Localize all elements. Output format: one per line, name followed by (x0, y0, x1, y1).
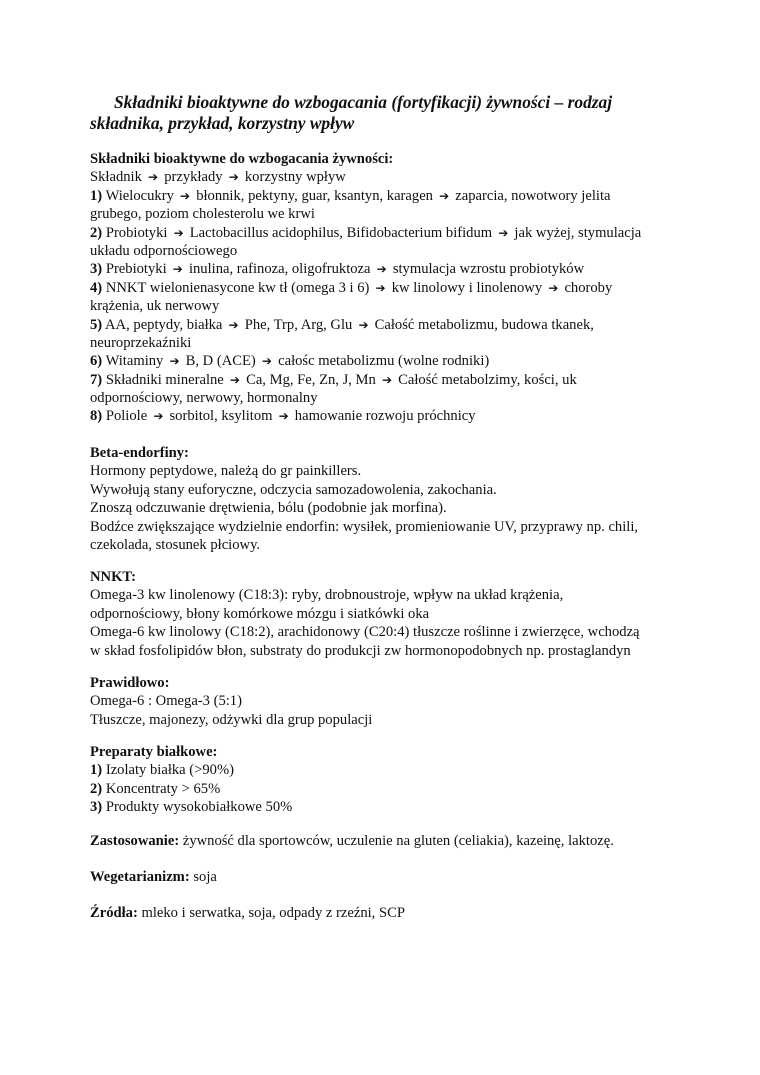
item-effect: jak wyżej, stymulacja (514, 224, 642, 241)
arrow-icon: ➔ (498, 225, 509, 240)
item-continuation: grubego, poziom cholesterolu we krwi (90, 206, 315, 223)
item-number: 2) (90, 780, 103, 797)
section-heading: Prawidłowo: (90, 675, 170, 691)
item-continuation: układu odpornościowego (90, 242, 238, 259)
item-effect: choroby (564, 279, 613, 296)
item-example: B, D (ACE) (185, 353, 256, 370)
list-item (90, 316, 690, 334)
item-text: Koncentraty > 65% (105, 780, 221, 797)
arrow-icon: ➔ (228, 170, 239, 185)
text-line (90, 904, 690, 922)
section-bioactive-components (90, 150, 690, 426)
text-line: czekolada, stosunek płciowy. (90, 536, 261, 553)
list-item (90, 780, 690, 798)
list-item (90, 371, 690, 389)
list-item (90, 187, 690, 205)
inline-label: Zastosowanie: (90, 833, 180, 849)
inline-label: Źródła: (90, 905, 138, 921)
item-name: NNKT wielonienasycone kw tł (omega 3 i 6) (105, 279, 370, 296)
inline-text: mleko i serwatka, soja, odpady z rzeźni, SCP (141, 905, 405, 921)
item-name: Składniki mineralne (105, 371, 224, 388)
item-effect: stymulacja wzrostu probiotyków (392, 261, 585, 278)
section-application (90, 832, 690, 850)
legend-component: Składnik (90, 169, 142, 186)
section-heading: NNKT: (90, 569, 136, 585)
arrow-icon: ➔ (278, 409, 289, 424)
item-example: błonnik, pektyny, guar, ksantyn, karagen (196, 187, 433, 204)
item-effect: całośc metabolizmu (wolne rodniki) (278, 353, 490, 370)
arrow-icon: ➔ (148, 170, 159, 185)
item-example: inulina, rafinoza, oligofruktoza (188, 261, 371, 278)
item-name: Poliole (105, 408, 148, 425)
text-line: Hormony peptydowe, należą do gr painkillers. (90, 463, 362, 480)
text-line: Bodźce zwiększające wydzielnie endorfin: wysiłek, promieniowanie UV, przyprawy np. chili, (90, 518, 639, 535)
section-heading: Składniki bioaktywne do wzbogacania żywności: (90, 151, 394, 167)
title-line-1: Składniki bioaktywne do wzbogacania (fortyfikacji) żywności – rodzaj (114, 92, 613, 112)
item-number: 7) (90, 371, 103, 388)
text-line: w skład fosfolipidów błon, substraty do produkcji zw hormonopodobnych np. prostaglandyn (90, 642, 631, 659)
list-item (90, 224, 690, 242)
item-continuation: krążenia, uk nerwowy (90, 298, 220, 315)
arrow-icon: ➔ (173, 225, 184, 240)
list-item (90, 798, 690, 816)
item-example: kw linolowy i linolenowy (391, 279, 543, 296)
item-name: AA, peptydy, białka (105, 316, 223, 333)
item-example: Lactobacillus acidophilus, Bifidobacterium bifidum (189, 224, 493, 241)
arrow-icon: ➔ (439, 188, 450, 203)
list-item (90, 260, 690, 278)
item-number: 1) (90, 187, 103, 204)
list-item (90, 279, 690, 297)
text-line: Omega-6 kw linolowy (C18:2), arachidonowy (C20:4) tłuszcze roślinne i zwierzęce, wchodzą (90, 624, 640, 641)
text-line: Wywołują stany euforyczne, odczycia samozadowolenia, zakochania. (90, 481, 497, 498)
section-vegetarianism (90, 868, 690, 886)
inline-text: żywność dla sportowców, uczulenie na gluten (celiakia), kazeinę, laktozę. (182, 833, 614, 849)
text-line: odpornościowy, błony komórkowe mózgu i siatkówki oka (90, 605, 430, 622)
item-number: 2) (90, 224, 103, 241)
list-item (90, 352, 690, 370)
text-line (90, 868, 690, 886)
section-protein-preparations (90, 743, 690, 817)
section-heading: Beta-endorfiny: (90, 445, 189, 461)
inline-text: soja (193, 869, 217, 885)
section-nnkt (90, 568, 690, 660)
item-number: 3) (90, 799, 103, 816)
document-title (90, 92, 690, 134)
legend-examples: przykłady (164, 169, 223, 186)
arrow-icon: ➔ (548, 280, 559, 295)
item-example: sorbitol, ksylitom (169, 408, 273, 425)
title-line-2: składnika, przykład, korzystny wpływ (90, 113, 355, 133)
section-correct-ratio (90, 674, 690, 729)
arrow-icon: ➔ (172, 262, 183, 277)
arrow-icon: ➔ (169, 354, 180, 369)
item-number: 4) (90, 279, 103, 296)
item-continuation: odpornościowy, nerwowy, hormonalny (90, 390, 318, 407)
item-number: 1) (90, 762, 103, 779)
arrow-icon: ➔ (153, 409, 164, 424)
arrow-icon: ➔ (381, 372, 393, 387)
arrow-icon: ➔ (358, 317, 369, 332)
list-item (90, 407, 690, 425)
inline-label: Wegetarianizm: (90, 869, 190, 885)
item-name: Witaminy (105, 353, 164, 370)
item-example: Ca, Mg, Fe, Zn, J, Mn (246, 371, 376, 388)
arrow-icon: ➔ (228, 317, 239, 332)
item-number: 3) (90, 261, 103, 278)
arrow-icon: ➔ (376, 262, 387, 277)
item-text: Produkty wysokobiałkowe 50% (105, 799, 293, 816)
item-effect: Całość metabolizmu, budowa tkanek, (374, 316, 594, 333)
section-sources (90, 904, 690, 922)
arrow-icon: ➔ (180, 188, 191, 203)
text-line: Omega-3 kw linolenowy (C18:3): ryby, drobnoustroje, wpływ na układ krążenia, (90, 587, 564, 604)
text-line (90, 832, 690, 850)
item-name: Prebiotyki (105, 261, 167, 278)
text-line: Omega-6 : Omega-3 (5:1) (90, 693, 242, 710)
legend-effect: korzystny wpływ (244, 169, 346, 186)
item-effect: hamowanie rozwoju próchnicy (294, 408, 476, 425)
list-item (90, 761, 690, 779)
section-beta-endorphins (90, 444, 690, 554)
item-example: Phe, Trp, Arg, Glu (244, 316, 353, 333)
text-line: Znoszą odczuwanie drętwienia, bólu (podobnie jak morfina). (90, 500, 447, 517)
item-continuation: neuroprzekaźniki (90, 334, 192, 351)
arrow-icon: ➔ (261, 354, 272, 369)
legend-line (90, 168, 690, 186)
arrow-icon: ➔ (375, 280, 386, 295)
item-name: Probiotyki (105, 224, 168, 241)
text-line: Tłuszcze, majonezy, odżywki dla grup populacji (90, 711, 373, 728)
item-text: Izolaty białka (>90%) (105, 762, 235, 779)
section-heading: Preparaty białkowe: (90, 744, 218, 760)
item-name: Wielocukry (105, 187, 174, 204)
item-effect: zaparcia, nowotwory jelita (455, 187, 611, 204)
arrow-icon: ➔ (229, 372, 240, 387)
item-number: 6) (90, 353, 103, 370)
item-number: 8) (90, 408, 103, 425)
item-number: 5) (90, 316, 103, 333)
item-effect: Całość metabolzimy, kości, uk (398, 371, 577, 388)
